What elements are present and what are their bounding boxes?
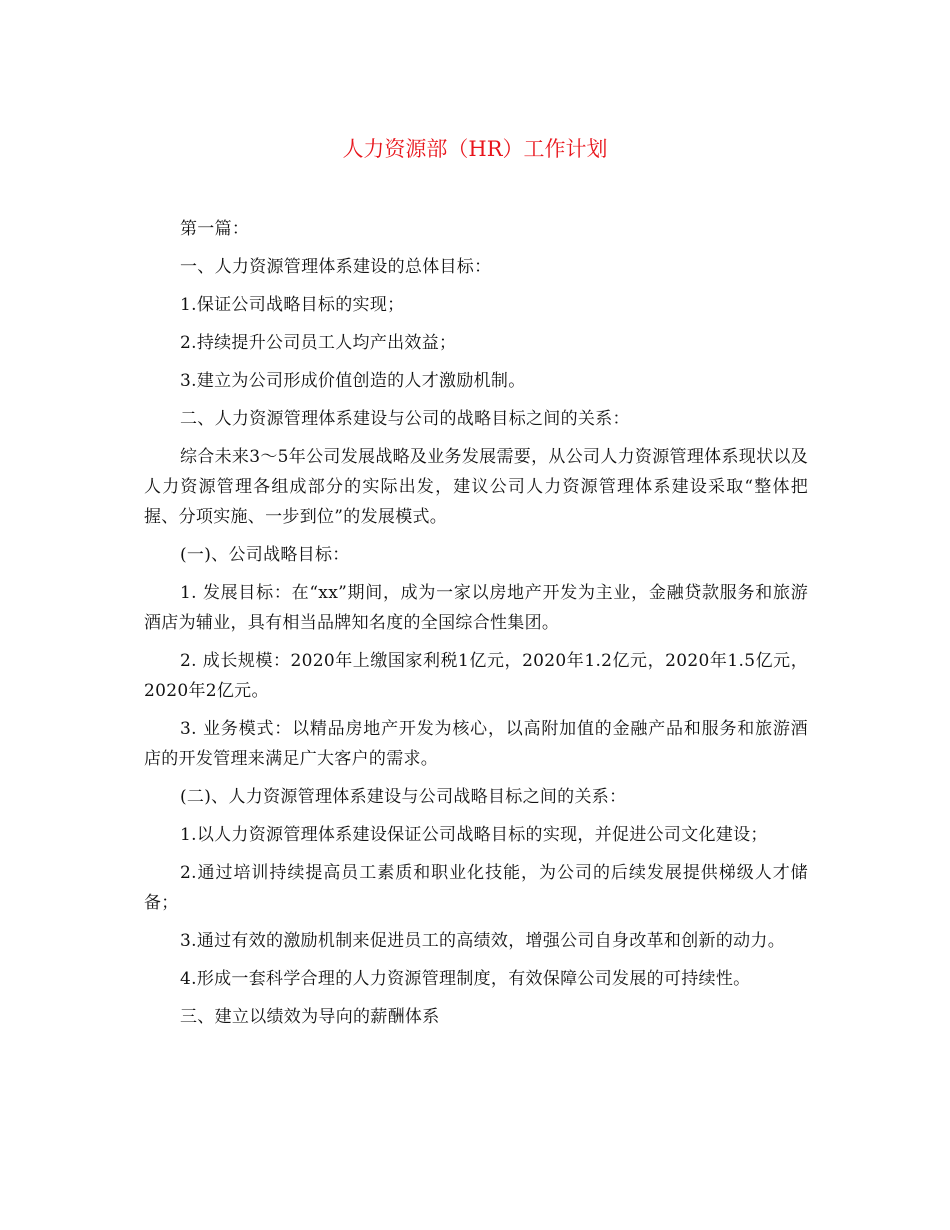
paragraph-10: 2. 成长规模：2020年上缴国家利税1亿元，2020年1.2亿元，2020年1.5亿元，2020年2亿元。 <box>144 651 808 701</box>
paragraph-17: 三、建立以绩效为导向的薪酬体系 <box>180 1007 440 1027</box>
document-body <box>144 214 808 1040</box>
paragraph-15: 3.通过有效的激励机制来促进员工的高绩效，增强公司自身改革和创新的动力。 <box>180 931 786 951</box>
paragraph-6: 二、人力资源管理体系建设与公司的战略目标之间的关系： <box>180 409 630 429</box>
paragraph-14: 2.通过培训持续提高员工素质和职业化技能，为公司的后续发展提供梯级人才储备； <box>144 863 808 913</box>
paragraph-7: 综合未来3～5年公司发展战略及业务发展需要，从公司人力资源管理体系现状以及人力资源管理各组成部分的实际出发，建议公司人力资源管理体系建设采取“整体把握、分项实施、一步到位”的发展模式。 <box>144 447 808 527</box>
paragraph-2: 一、人力资源管理体系建设的总体目标： <box>180 257 492 277</box>
paragraph-11: 3. 业务模式：以精品房地产开发为核心，以高附加值的金融产品和服务和旅游酒店的开发管理来满足广大客户的需求。 <box>144 719 808 769</box>
paragraph-12: (二)、人力资源管理体系建设与公司战略目标之间的关系： <box>180 787 627 807</box>
paragraph-13: 1.以人力资源管理体系建设保证公司战略目标的实现，并促进公司文化建设； <box>180 825 768 845</box>
document-title: 人力资源部（HR）工作计划 <box>342 137 608 161</box>
paragraph-9: 1. 发展目标：在“xx”期间，成为一家以房地产开发为主业，金融贷款服务和旅游酒店为辅业，具有相当品牌知名度的全国综合性集团。 <box>144 583 808 633</box>
paragraph-3: 1.保证公司战略目标的实现； <box>180 295 405 315</box>
paragraph-5: 3.建立为公司形成价值创造的人才激励机制。 <box>180 371 526 391</box>
paragraph-4: 2.持续提升公司员工人均产出效益； <box>180 333 457 353</box>
paragraph-16: 4.形成一套科学合理的人力资源管理制度，有效保障公司发展的可持续性。 <box>180 969 751 989</box>
paragraph-8: (一)、公司战略目标： <box>180 545 350 565</box>
paragraph-1: 第一篇： <box>180 219 250 239</box>
